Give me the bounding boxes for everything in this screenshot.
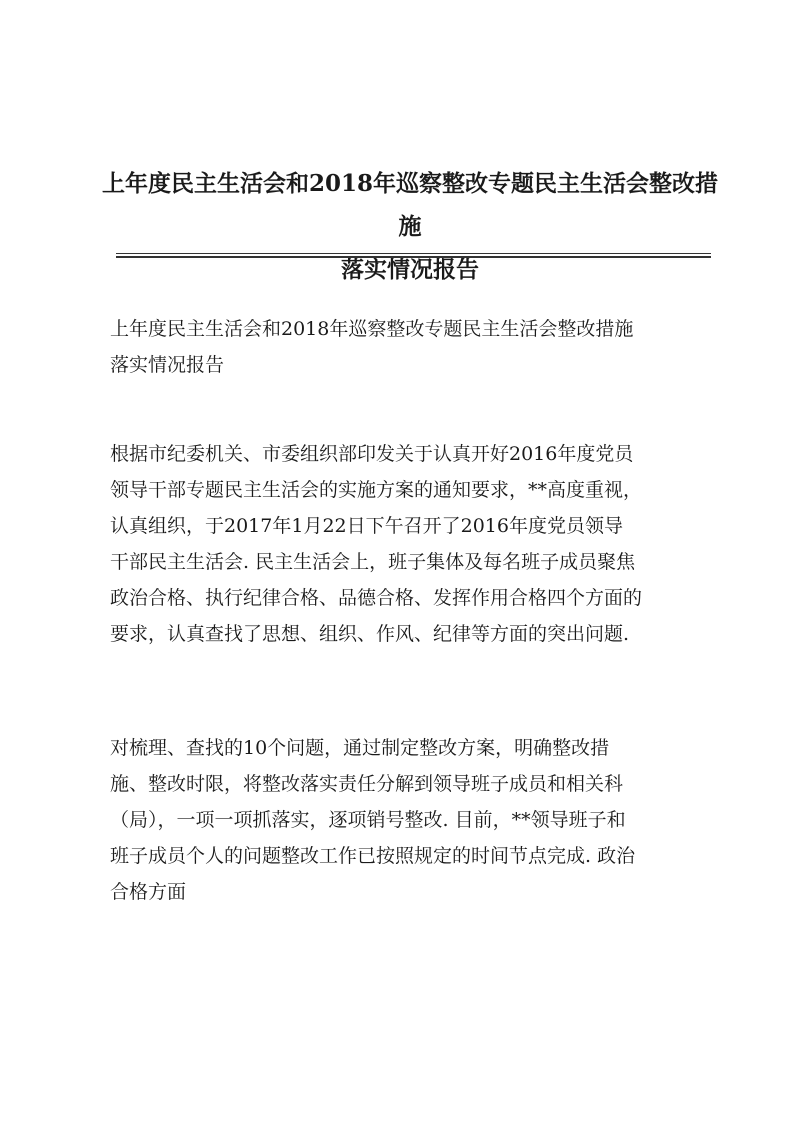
paragraph-line: 领导干部专题民主生活会的实施方案的通知要求，**高度重视， — [110, 479, 643, 501]
paragraph-line: 政治合格、执行纪律合格、品德合格、发挥作用合格四个方面的 — [110, 587, 643, 609]
paragraph-line: 干部民主生活会. 民主生活会上，班子集体及每名班子成员聚焦 — [110, 551, 636, 573]
paragraph-line: 认真组织，于2017年1月22日下午召开了2016年度党员领导 — [110, 515, 623, 537]
paragraph-line: 对梳理、查找的10个问题，通过制定整改方案，明确整改措 — [110, 737, 610, 759]
paragraph-rectification — [110, 730, 700, 910]
body-heading — [110, 311, 700, 383]
paragraph-line: 合格方面 — [110, 881, 187, 903]
document-title — [100, 162, 720, 291]
paragraph-line: 根据市纪委机关、市委组织部印发关于认真开好2016年度党员 — [110, 443, 634, 465]
heading-line-1: 上年度民主生活会和2018年巡察整改专题民主生活会整改措施 — [110, 318, 634, 340]
paragraph-line: 班子成员个人的问题整改工作已按照规定的时间节点完成. 政治 — [110, 845, 636, 867]
paragraph-line: 施、整改时限，将整改落实责任分解到领导班子成员和相关科 — [110, 773, 624, 795]
paragraph-line: （局），一项一项抓落实，逐项销号整改. 目前，**领导班子和 — [110, 809, 626, 831]
title-line-2: 落实情况报告 — [341, 256, 479, 283]
heading-line-2: 落实情况报告 — [110, 354, 225, 376]
paragraph-line: 要求，认真查找了思想、组织、作风、纪律等方面的突出问题. — [110, 623, 630, 645]
title-divider — [116, 253, 711, 258]
paragraph-intro — [110, 436, 700, 652]
title-line-1: 上年度民主生活会和2018年巡察整改专题民主生活会整改措施 — [101, 170, 718, 240]
